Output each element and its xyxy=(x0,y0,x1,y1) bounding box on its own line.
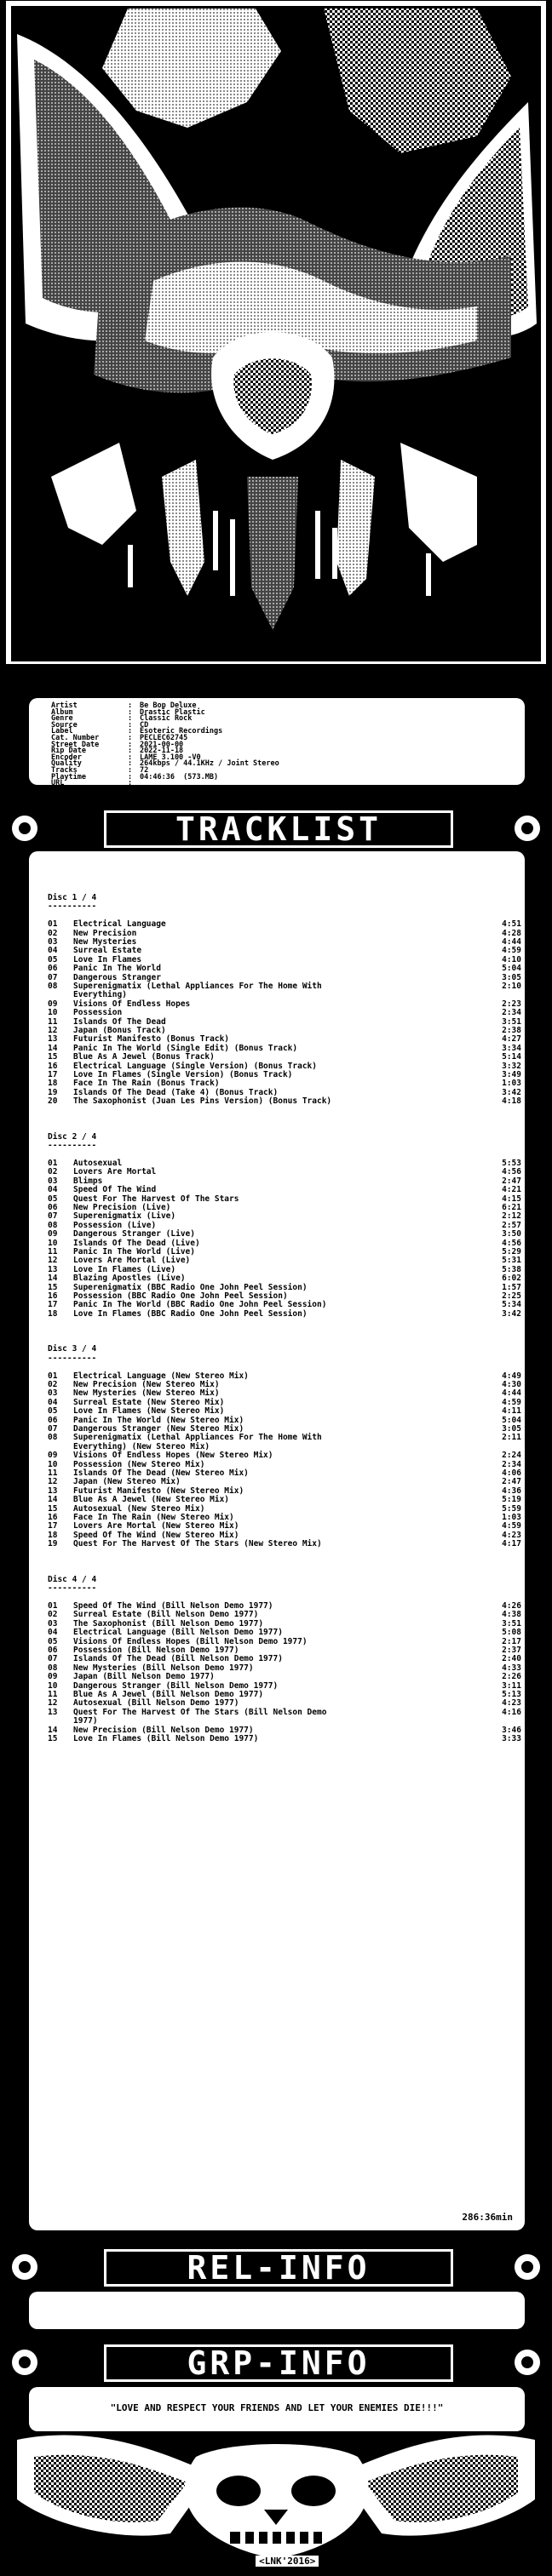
track-title: Speed Of The Wind xyxy=(73,1185,157,1195)
track-title: Lovers Are Mortal (Live) xyxy=(73,1256,191,1266)
track-number: 05 xyxy=(48,1406,58,1417)
track-number: 13 xyxy=(48,1707,58,1717)
track-duration: 4:33 xyxy=(502,1663,521,1673)
track-number: 10 xyxy=(48,1459,58,1469)
track-duration: 3:42 xyxy=(502,1087,521,1097)
left-orb-icon-2 xyxy=(12,2254,37,2280)
track-title: Possession (BBC Radio One John Peel Session) xyxy=(73,1291,288,1301)
track-title: New Precision (Bill Nelson Demo 1977) xyxy=(73,1725,254,1735)
track-title: Surreal Estate (Bill Nelson Demo 1977) xyxy=(73,1610,259,1620)
track-number: 07 xyxy=(48,972,58,982)
track-number: 13 xyxy=(48,1485,58,1496)
total-playtime: 286:36min xyxy=(462,2212,513,2223)
track-duration: 4:44 xyxy=(502,1388,521,1399)
track-number: 08 xyxy=(48,1663,58,1673)
disc-title: Disc 4 / 4 xyxy=(48,1574,97,1584)
track-row xyxy=(48,1310,521,1319)
track-number: 12 xyxy=(48,1026,58,1035)
info-key: Genre xyxy=(51,714,73,724)
signature xyxy=(0,2549,552,2575)
track-title: New Mysteries xyxy=(73,937,137,947)
track-number: 04 xyxy=(48,946,58,956)
track-title: Electrical Language xyxy=(73,919,166,930)
track-duration: 3:11 xyxy=(502,1680,521,1691)
track-number: 14 xyxy=(48,1725,58,1735)
track-number: 08 xyxy=(48,1220,58,1230)
left-orb-icon xyxy=(12,816,37,841)
disc-underline: ---------- xyxy=(48,1353,97,1363)
track-title: Quest For The Harvest Of The Stars (Bill Nelson Demo 1977) xyxy=(73,1707,327,1726)
info-separator: : xyxy=(128,772,133,781)
disc-title: Disc 2 / 4 xyxy=(48,1131,97,1142)
grpinfo-panel xyxy=(29,2387,525,2431)
track-duration: 4:56 xyxy=(502,1238,521,1248)
track-number: 10 xyxy=(48,1008,58,1018)
track-duration: 3:32 xyxy=(502,1061,521,1071)
track-number: 09 xyxy=(48,1451,58,1461)
track-duration: 4:15 xyxy=(502,1194,521,1204)
track-number: 06 xyxy=(48,964,58,974)
info-key: Source xyxy=(51,720,78,730)
track-number: 01 xyxy=(48,1601,58,1611)
track-duration: 5:29 xyxy=(502,1247,521,1257)
track-title: Japan (Bill Nelson Demo 1977) xyxy=(73,1672,215,1682)
track-number: 15 xyxy=(48,1282,58,1292)
track-number: 07 xyxy=(48,1211,58,1222)
track-number: 12 xyxy=(48,1256,58,1266)
track-title: Panic In The World (Live) xyxy=(73,1247,195,1257)
track-number: 14 xyxy=(48,1495,58,1505)
track-duration: 5:04 xyxy=(502,1415,521,1425)
track-title: Possession (Live) xyxy=(73,1220,157,1230)
track-number: 17 xyxy=(48,1300,58,1310)
track-duration: 4:17 xyxy=(502,1539,521,1549)
track-duration: 5:59 xyxy=(502,1503,521,1514)
track-title: Possession (Bill Nelson Demo 1977) xyxy=(73,1646,239,1655)
track-title: Superenigmatix (Lethal Appliances For The Home With Everything) xyxy=(73,982,322,1000)
track-duration: 2:26 xyxy=(502,1672,521,1682)
track-title: Dangerous Stranger (New Stereo Mix) xyxy=(73,1424,244,1434)
track-duration: 3:34 xyxy=(502,1043,521,1053)
track-duration: 1:03 xyxy=(502,1079,521,1089)
track-title: Japan (New Stereo Mix) xyxy=(73,1477,181,1487)
track-row xyxy=(48,1168,521,1176)
track-number: 01 xyxy=(48,1371,58,1381)
track-title: Blazing Apostles (Live) xyxy=(73,1274,186,1284)
track-number: 18 xyxy=(48,1530,58,1540)
grpinfo-banner xyxy=(104,2344,453,2382)
track-duration: 2:11 xyxy=(502,1433,521,1443)
track-number: 09 xyxy=(48,1672,58,1682)
track-duration: 3:05 xyxy=(502,972,521,982)
track-number: 15 xyxy=(48,1734,58,1743)
track-title: Lovers Are Mortal (New Stereo Mix) xyxy=(73,1521,239,1531)
track-number: 16 xyxy=(48,1291,58,1301)
info-key: Encoder xyxy=(51,753,82,762)
track-duration: 2:40 xyxy=(502,1654,521,1664)
info-key: URL xyxy=(51,779,65,788)
track-number: 16 xyxy=(48,1513,58,1522)
track-number: 05 xyxy=(48,1636,58,1646)
track-number: 11 xyxy=(48,1690,58,1699)
track-title: Surreal Estate xyxy=(73,946,142,956)
track-duration: 4:51 xyxy=(502,919,521,930)
track-duration: 5:04 xyxy=(502,964,521,974)
track-title: New Precision (New Stereo Mix) xyxy=(73,1380,220,1389)
info-value: Esoteric Recordings xyxy=(140,727,223,736)
info-value: 04:46:36 (573.MB) xyxy=(140,772,219,781)
track-duration: 2:57 xyxy=(502,1220,521,1230)
track-duration: 2:10 xyxy=(502,982,521,991)
track-title: Love In Flames (BBC Radio One John Peel Session) xyxy=(73,1308,308,1319)
track-number: 03 xyxy=(48,1176,58,1186)
track-number: 06 xyxy=(48,1646,58,1655)
track-duration: 5:08 xyxy=(502,1628,521,1638)
track-title: Autosexual xyxy=(73,1159,123,1168)
track-duration: 3:05 xyxy=(502,1424,521,1434)
info-value: Be Bop Deluxe xyxy=(140,701,197,710)
track-title: Dangerous Stranger (Bill Nelson Demo 1977) xyxy=(73,1680,279,1691)
track-duration: 2:47 xyxy=(502,1176,521,1186)
info-value: PECLEC62745 xyxy=(140,734,188,742)
track-title: Blue As A Jewel (Bonus Track) xyxy=(73,1052,215,1062)
track-duration: 2:34 xyxy=(502,1459,521,1469)
info-value: CD xyxy=(140,720,149,730)
track-title: Japan (Bonus Track) xyxy=(73,1026,166,1035)
track-row xyxy=(48,1735,521,1743)
track-title: Quest For The Harvest Of The Stars (New Stereo Mix) xyxy=(73,1539,322,1549)
info-key: Label xyxy=(51,727,73,736)
track-number: 04 xyxy=(48,1185,58,1195)
track-title: Panic In The World (Single Edit) (Bonus Track) xyxy=(73,1043,298,1053)
track-duration: 5:14 xyxy=(502,1052,521,1062)
track-duration: 3:50 xyxy=(502,1229,521,1239)
track-number: 09 xyxy=(48,999,58,1009)
track-title: New Precision (Live) xyxy=(73,1203,171,1212)
track-duration: 4:28 xyxy=(502,928,521,938)
track-number: 17 xyxy=(48,1521,58,1531)
track-number: 19 xyxy=(48,1539,58,1549)
tracklist-banner-text: TRACKLIST xyxy=(175,810,382,848)
track-title: Dangerous Stranger xyxy=(73,972,161,982)
track-number: 05 xyxy=(48,954,58,965)
track-title: Speed Of The Wind (Bill Nelson Demo 1977) xyxy=(73,1601,273,1611)
track-duration: 4:30 xyxy=(502,1380,521,1389)
track-title: Dangerous Stranger (Live) xyxy=(73,1229,195,1239)
track-number: 16 xyxy=(48,1061,58,1071)
track-duration: 5:38 xyxy=(502,1264,521,1274)
info-separator: : xyxy=(128,714,133,724)
track-duration: 5:19 xyxy=(502,1495,521,1505)
track-number: 02 xyxy=(48,1167,58,1177)
track-number: 11 xyxy=(48,1247,58,1257)
track-number: 02 xyxy=(48,1380,58,1389)
track-duration: 3:49 xyxy=(502,1070,521,1079)
info-value: Drastic Plastic xyxy=(140,707,205,717)
track-duration: 4:16 xyxy=(502,1707,521,1717)
track-duration: 1:03 xyxy=(502,1513,521,1522)
info-value: Classic Rock xyxy=(140,714,193,724)
track-title: The Saxophonist (Bill Nelson Demo 1977) xyxy=(73,1618,264,1629)
tracklist-panel xyxy=(29,851,525,2230)
track-row xyxy=(48,1540,521,1548)
info-key: Tracks xyxy=(51,766,78,775)
info-key: Rip Date xyxy=(51,747,86,756)
info-value: 72 xyxy=(140,766,149,775)
track-duration: 4:27 xyxy=(502,1034,521,1045)
track-number: 09 xyxy=(48,1229,58,1239)
info-value: 2022-11-18 xyxy=(140,747,184,756)
track-title: Love In Flames (Single Version) (Bonus Track) xyxy=(73,1070,293,1079)
info-key: Cat. Number xyxy=(51,734,100,742)
track-title: Panic In The World (New Stereo Mix) xyxy=(73,1415,244,1425)
grpinfo-banner-text: GRP-INFO xyxy=(187,2344,371,2382)
track-duration: 5:34 xyxy=(502,1300,521,1310)
track-number: 11 xyxy=(48,1468,58,1478)
track-duration: 2:34 xyxy=(502,1008,521,1018)
track-duration: 2:24 xyxy=(502,1451,521,1461)
track-title: Superenigmatix (Live) xyxy=(73,1211,176,1222)
track-duration: 4:10 xyxy=(502,954,521,965)
track-number: 08 xyxy=(48,982,58,991)
track-title: New Mysteries (Bill Nelson Demo 1977) xyxy=(73,1663,254,1673)
info-separator: : xyxy=(128,766,133,775)
track-duration: 4:26 xyxy=(502,1601,521,1611)
eagle-artwork xyxy=(0,0,552,664)
track-number: 18 xyxy=(48,1079,58,1089)
info-separator: : xyxy=(128,747,133,756)
relinfo-banner-text: REL-INFO xyxy=(187,2249,371,2287)
track-title: Electrical Language (Single Version) (Bonus Track) xyxy=(73,1061,317,1071)
info-separator: : xyxy=(128,759,133,769)
track-title: Lovers Are Mortal xyxy=(73,1167,157,1177)
track-title: The Saxophonist (Juan Les Pins Version) (Bonus Track) xyxy=(73,1096,332,1107)
disc-underline: ---------- xyxy=(48,1141,97,1151)
track-title: Possession xyxy=(73,1008,123,1018)
tracklist-banner xyxy=(104,810,453,848)
info-key: Artist xyxy=(51,701,78,710)
track-title: Islands Of The Dead (Live) xyxy=(73,1238,200,1248)
track-title: Panic In The World (BBC Radio One John Peel Session) xyxy=(73,1300,327,1310)
track-number: 01 xyxy=(48,1159,58,1168)
track-number: 11 xyxy=(48,1016,58,1027)
track-title: Love In Flames (New Stereo Mix) xyxy=(73,1406,225,1417)
track-title: Panic In The World xyxy=(73,964,161,974)
track-title: Possession (New Stereo Mix) xyxy=(73,1459,205,1469)
track-title: Quest For The Harvest Of The Stars xyxy=(73,1194,239,1204)
track-duration: 4:23 xyxy=(502,1530,521,1540)
info-key: Quality xyxy=(51,759,82,769)
track-title: New Mysteries (New Stereo Mix) xyxy=(73,1388,220,1399)
track-title: Visions Of Endless Hopes (Bill Nelson Demo 1977) xyxy=(73,1636,308,1646)
track-number: 14 xyxy=(48,1274,58,1284)
relinfo-banner xyxy=(104,2249,453,2287)
track-duration: 4:11 xyxy=(502,1406,521,1417)
relinfo-panel xyxy=(29,2292,525,2329)
track-title: Autosexual (Bill Nelson Demo 1977) xyxy=(73,1698,239,1709)
track-title: Surreal Estate (New Stereo Mix) xyxy=(73,1397,225,1407)
track-number: 03 xyxy=(48,937,58,947)
track-number: 02 xyxy=(48,1610,58,1620)
track-number: 07 xyxy=(48,1424,58,1434)
track-number: 14 xyxy=(48,1043,58,1053)
track-duration: 5:53 xyxy=(502,1159,521,1168)
track-duration: 2:23 xyxy=(502,999,521,1009)
track-duration: 4:59 xyxy=(502,946,521,956)
release-info-panel xyxy=(29,698,525,788)
track-number: 19 xyxy=(48,1087,58,1097)
track-duration: 4:59 xyxy=(502,1521,521,1531)
track-duration: 2:12 xyxy=(502,1211,521,1222)
info-separator: : xyxy=(128,720,133,730)
disc-underline: ---------- xyxy=(48,902,97,912)
track-number: 05 xyxy=(48,1194,58,1204)
track-duration: 4:23 xyxy=(502,1698,521,1709)
signature-text: <LNK'2016> xyxy=(256,2556,319,2567)
track-duration: 3:46 xyxy=(502,1725,521,1735)
track-title: Islands Of The Dead xyxy=(73,1016,166,1027)
track-title: Face In The Rain (Bonus Track) xyxy=(73,1079,220,1089)
track-title: Electrical Language (New Stereo Mix) xyxy=(73,1371,249,1381)
track-duration: 4:06 xyxy=(502,1468,521,1478)
track-row xyxy=(48,1709,521,1726)
info-value: 2021-00-00 xyxy=(140,740,184,749)
track-duration: 1:57 xyxy=(502,1282,521,1292)
track-duration: 4:56 xyxy=(502,1167,521,1177)
track-duration: 4:44 xyxy=(502,937,521,947)
right-orb-icon-2 xyxy=(515,2254,540,2280)
track-title: Visions Of Endless Hopes (New Stereo Mix) xyxy=(73,1451,273,1461)
track-title: Futurist Manifesto (New Stereo Mix) xyxy=(73,1485,244,1496)
track-title: New Precision xyxy=(73,928,137,938)
track-title: Superenigmatix (Lethal Appliances For The Home With Everything) (New Stereo Mix) xyxy=(73,1433,322,1451)
track-duration: 4:36 xyxy=(502,1485,521,1496)
track-duration: 2:47 xyxy=(502,1477,521,1487)
info-separator: : xyxy=(128,779,133,788)
track-number: 13 xyxy=(48,1264,58,1274)
info-key: Album xyxy=(51,707,73,717)
track-duration: 6:02 xyxy=(502,1274,521,1284)
track-duration: 3:51 xyxy=(502,1618,521,1629)
track-number: 15 xyxy=(48,1052,58,1062)
track-number: 06 xyxy=(48,1203,58,1212)
info-value: 264kbps / 44.1KHz / Joint Stereo xyxy=(140,759,279,769)
track-number: 03 xyxy=(48,1388,58,1399)
group-motto: "LOVE AND RESPECT YOUR FRIENDS AND LET YOUR ENEMIES DIE!!!" xyxy=(110,2402,444,2413)
track-number: 08 xyxy=(48,1433,58,1443)
track-number: 10 xyxy=(48,1680,58,1691)
track-row xyxy=(48,1434,521,1451)
track-title: Electrical Language (Bill Nelson Demo 1977) xyxy=(73,1628,283,1638)
track-title: Islands Of The Dead (Bill Nelson Demo 1977) xyxy=(73,1654,283,1664)
disc-title: Disc 1 / 4 xyxy=(48,893,97,902)
track-duration: 4:59 xyxy=(502,1397,521,1407)
track-duration: 4:21 xyxy=(502,1185,521,1195)
track-title: Islands Of The Dead (New Stereo Mix) xyxy=(73,1468,249,1478)
track-number: 12 xyxy=(48,1477,58,1487)
track-number: 17 xyxy=(48,1070,58,1079)
track-title: Face In The Rain (New Stereo Mix) xyxy=(73,1513,234,1522)
track-duration: 2:17 xyxy=(502,1636,521,1646)
track-duration: 2:38 xyxy=(502,1026,521,1035)
info-separator: : xyxy=(128,701,133,710)
info-key: Playtime xyxy=(51,772,86,781)
track-number: 18 xyxy=(48,1308,58,1319)
track-number: 12 xyxy=(48,1698,58,1709)
track-title: Blue As A Jewel (Bill Nelson Demo 1977) xyxy=(73,1690,264,1699)
info-separator: : xyxy=(128,707,133,717)
right-orb-icon-3 xyxy=(515,2350,540,2375)
track-number: 04 xyxy=(48,1397,58,1407)
disc-title: Disc 3 / 4 xyxy=(48,1344,97,1354)
track-number: 04 xyxy=(48,1628,58,1638)
track-duration: 4:49 xyxy=(502,1371,521,1381)
track-duration: 2:25 xyxy=(502,1291,521,1301)
track-title: Futurist Manifesto (Bonus Track) xyxy=(73,1034,230,1045)
skull-artwork xyxy=(0,2431,552,2564)
track-title: Visions Of Endless Hopes xyxy=(73,999,191,1009)
right-orb-icon xyxy=(515,816,540,841)
track-duration: 4:38 xyxy=(502,1610,521,1620)
info-separator: : xyxy=(128,734,133,742)
track-duration: 5:13 xyxy=(502,1690,521,1699)
track-number: 01 xyxy=(48,919,58,930)
info-separator: : xyxy=(128,727,133,736)
info-separator: : xyxy=(128,753,133,762)
track-number: 10 xyxy=(48,1238,58,1248)
track-duration: 5:31 xyxy=(502,1256,521,1266)
track-duration: 3:51 xyxy=(502,1016,521,1027)
track-title: Autosexual (New Stereo Mix) xyxy=(73,1503,205,1514)
track-duration: 2:37 xyxy=(502,1646,521,1655)
info-separator: : xyxy=(128,740,133,749)
track-title: Love In Flames (Bill Nelson Demo 1977) xyxy=(73,1734,259,1743)
track-number: 20 xyxy=(48,1096,58,1107)
track-duration: 6:21 xyxy=(502,1203,521,1212)
track-number: 03 xyxy=(48,1618,58,1629)
track-title: Speed Of The Wind (New Stereo Mix) xyxy=(73,1530,239,1540)
info-value: LAME 3.100 -V0 xyxy=(140,753,201,762)
track-number: 13 xyxy=(48,1034,58,1045)
track-duration: 3:42 xyxy=(502,1308,521,1319)
track-number: 07 xyxy=(48,1654,58,1664)
track-duration: 4:18 xyxy=(502,1096,521,1107)
track-row xyxy=(48,1097,521,1106)
track-number: 06 xyxy=(48,1415,58,1425)
info-key: Street Date xyxy=(51,740,100,749)
track-title: Superenigmatix (BBC Radio One John Peel Session) xyxy=(73,1282,308,1292)
track-row xyxy=(48,982,521,1000)
track-title: Blue As A Jewel (New Stereo Mix) xyxy=(73,1495,230,1505)
track-number: 15 xyxy=(48,1503,58,1514)
track-title: Love In Flames (Live) xyxy=(73,1264,176,1274)
left-orb-icon-3 xyxy=(12,2350,37,2375)
track-number: 02 xyxy=(48,928,58,938)
track-duration: 3:33 xyxy=(502,1734,521,1743)
track-title: Blimps xyxy=(73,1176,103,1186)
disc-underline: ---------- xyxy=(48,1583,97,1594)
track-title: Love In Flames xyxy=(73,954,142,965)
track-title: Islands Of The Dead (Take 4) (Bonus Track) xyxy=(73,1087,279,1097)
